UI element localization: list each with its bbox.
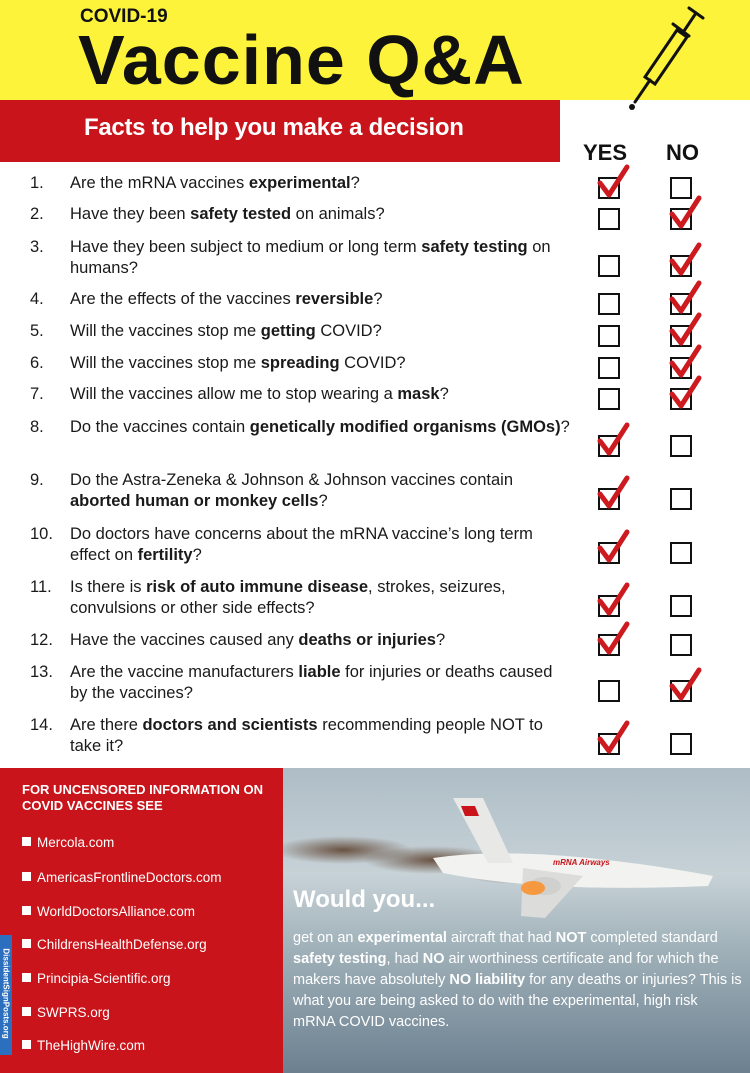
header: [0, 0, 750, 100]
question-number: 8.: [30, 418, 44, 436]
resource-link-label: Principia-Scientific.org: [37, 971, 171, 986]
body-text: ?: [439, 385, 449, 403]
resource-link[interactable]: [22, 904, 195, 919]
emphasis-text: reversible: [295, 290, 374, 308]
resource-link-label: TheHighWire.com: [37, 1038, 146, 1053]
checkmark-icon: [668, 374, 702, 412]
body-text: completed standard: [586, 930, 718, 946]
emphasis-text: fertility: [137, 546, 193, 564]
body-text: Do the Astra-Zeneka & Johnson & Johnson vaccines contain: [70, 471, 514, 489]
body-text: COVID?: [339, 354, 406, 372]
question-text: [70, 470, 570, 512]
bullet-icon: [22, 837, 31, 846]
question-text: [70, 417, 570, 438]
body-text: Do the vaccines contain: [70, 418, 250, 436]
body-text: for any deaths or injuries? This is what you are being asked to do with the experimental, high risk mRNA COVID vaccines.: [293, 972, 742, 1030]
watermark-strip: [0, 935, 12, 1055]
body-text: ?: [350, 174, 360, 192]
emphasis-text: safety tested: [190, 205, 292, 223]
emphasis-text: NO liability: [449, 972, 526, 988]
body-text: Will the vaccines stop me: [70, 354, 261, 372]
no-checkbox[interactable]: [670, 488, 692, 510]
question-number: 13.: [30, 663, 53, 681]
question-number: 1.: [30, 174, 44, 192]
emphasis-text: safety testing: [421, 238, 528, 256]
emphasis-text: NOT: [555, 930, 587, 946]
emphasis-text: experimental: [357, 930, 447, 946]
body-text: Have they been: [70, 205, 191, 223]
airplane-photo: [283, 768, 750, 1073]
checkmark-icon: [596, 163, 630, 201]
watermark-text: DissidentSignPosts.org: [1, 948, 11, 1039]
no-checkbox[interactable]: [670, 542, 692, 564]
emphasis-text: spreading: [260, 354, 340, 372]
question-text: [70, 237, 570, 279]
emphasis-text: risk of auto immune disease: [146, 578, 369, 596]
question-text: [70, 173, 570, 194]
resource-link-label: SWPRS.org: [37, 1005, 110, 1020]
checkmark-icon: [596, 528, 630, 566]
question-text: [70, 289, 570, 310]
question-number: 9.: [30, 471, 44, 489]
emphasis-text: deaths or injuries: [298, 631, 436, 649]
closing-paragraph: [293, 928, 743, 1033]
emphasis-text: aborted human or monkey cells: [70, 492, 319, 510]
checkmark-icon: [596, 620, 630, 658]
question-text: [70, 384, 570, 405]
resource-link-label: Mercola.com: [37, 835, 115, 850]
checkmark-icon: [596, 581, 630, 619]
body-text: Will the vaccines stop me: [70, 322, 261, 340]
body-text: ?: [560, 418, 570, 436]
no-checkbox[interactable]: [670, 634, 692, 656]
yes-checkbox[interactable]: [598, 388, 620, 410]
body-text: get on an: [293, 930, 358, 946]
body-text: , had: [386, 951, 423, 967]
question-number: 12.: [30, 631, 53, 649]
bullet-icon: [22, 872, 31, 881]
no-checkbox[interactable]: [670, 733, 692, 755]
question-number: 14.: [30, 716, 53, 734]
checkmark-icon: [596, 474, 630, 512]
question-text: [70, 715, 570, 757]
resource-link-label: AmericasFrontlineDoctors.com: [37, 870, 222, 885]
emphasis-text: NO: [422, 951, 445, 967]
body-text: ?: [192, 546, 202, 564]
would-you-heading: Would you...: [293, 886, 436, 913]
resource-link[interactable]: [22, 971, 171, 986]
bullet-icon: [22, 973, 31, 982]
bullet-icon: [22, 1040, 31, 1049]
question-number: 5.: [30, 322, 44, 340]
question-text: [70, 577, 570, 619]
question-text: [70, 204, 570, 225]
bullet-icon: [22, 939, 31, 948]
yes-checkbox[interactable]: [598, 293, 620, 315]
kicker: COVID-19: [80, 6, 168, 27]
question-number: 4.: [30, 290, 44, 308]
question-text: [70, 524, 570, 566]
checkmark-icon: [596, 719, 630, 757]
checkmark-icon: [668, 194, 702, 232]
subtitle-banner: [0, 100, 560, 162]
resources-heading: FOR UNCENSORED INFORMATION ON COVID VACCINES SEE: [22, 782, 263, 813]
body-text: Are the vaccine manufacturers: [70, 663, 299, 681]
body-text: Have the vaccines caused any: [70, 631, 299, 649]
yes-checkbox[interactable]: [598, 680, 620, 702]
no-column-header: NO: [666, 140, 699, 165]
resource-link[interactable]: [22, 1038, 145, 1053]
body-text: , strokes, seizures, convulsions or other side effects?: [70, 578, 506, 617]
subtitle: Facts to help you make a decision: [84, 114, 464, 141]
resource-link[interactable]: [22, 835, 114, 850]
checkmark-icon: [596, 421, 630, 459]
emphasis-text: liable: [298, 663, 341, 681]
body-text: air worthiness certificate and for which the makers have absolutely: [293, 951, 719, 988]
question-number: 6.: [30, 354, 44, 372]
page-title: Vaccine Q&A: [78, 21, 525, 99]
emphasis-text: safety testing: [293, 951, 387, 967]
emphasis-text: doctors and scientists: [142, 716, 318, 734]
question-text: [70, 353, 570, 374]
body-text: Do doctors have concerns about the mRNA vaccine’s long term effect on: [70, 525, 533, 564]
question-number: 3.: [30, 238, 44, 256]
emphasis-text: experimental: [248, 174, 351, 192]
question-text: [70, 630, 570, 651]
resource-link[interactable]: [22, 1005, 110, 1020]
bullet-icon: [22, 906, 31, 915]
body-text: aircraft that had: [446, 930, 556, 946]
body-text: for injuries or deaths caused by the vaccines?: [70, 663, 553, 702]
no-checkbox[interactable]: [670, 595, 692, 617]
checkmark-icon: [668, 666, 702, 704]
airline-name: mRNA Airways: [553, 858, 610, 867]
resource-link[interactable]: [22, 937, 207, 952]
body-text: ?: [435, 631, 446, 649]
yes-checkbox[interactable]: [598, 208, 620, 230]
body-text: Are there: [70, 716, 143, 734]
body-text: Will the vaccines allow me to stop wearing a: [70, 385, 398, 403]
body-text: COVID?: [315, 322, 382, 340]
checkmark-icon: [668, 241, 702, 279]
question-number: 7.: [30, 385, 44, 403]
resource-link-label: WorldDoctorsAlliance.com: [37, 904, 196, 919]
body-text: recommending people NOT to take it?: [70, 716, 543, 755]
emphasis-text: mask: [397, 385, 440, 403]
question-text: [70, 662, 570, 704]
body-text: on animals?: [291, 205, 385, 223]
body-text: ?: [373, 290, 383, 308]
yes-checkbox[interactable]: [598, 325, 620, 347]
emphasis-text: getting: [260, 322, 316, 340]
resources-panel: [0, 768, 283, 1073]
no-checkbox[interactable]: [670, 435, 692, 457]
resource-link[interactable]: [22, 870, 222, 885]
body-text: Have they been subject to medium or long term: [70, 238, 422, 256]
yes-checkbox[interactable]: [598, 255, 620, 277]
body-text: Are the effects of the vaccines: [70, 290, 296, 308]
question-number: 11.: [30, 578, 52, 596]
question-number: 10.: [30, 525, 53, 543]
question-text: [70, 321, 570, 342]
body-text: ?: [318, 492, 328, 510]
emphasis-text: genetically modified organisms (GMOs): [249, 418, 561, 436]
yes-checkbox[interactable]: [598, 357, 620, 379]
question-number: 2.: [30, 205, 44, 223]
body-text: Are the mRNA vaccines: [70, 174, 249, 192]
resource-link-label: ChildrensHealthDefense.org: [37, 937, 207, 952]
body-text: Is there is: [70, 578, 147, 596]
bullet-icon: [22, 1007, 31, 1016]
body-text: on humans?: [70, 238, 551, 277]
yes-column-header: YES: [583, 140, 628, 165]
syringe-icon: [625, 2, 710, 112]
